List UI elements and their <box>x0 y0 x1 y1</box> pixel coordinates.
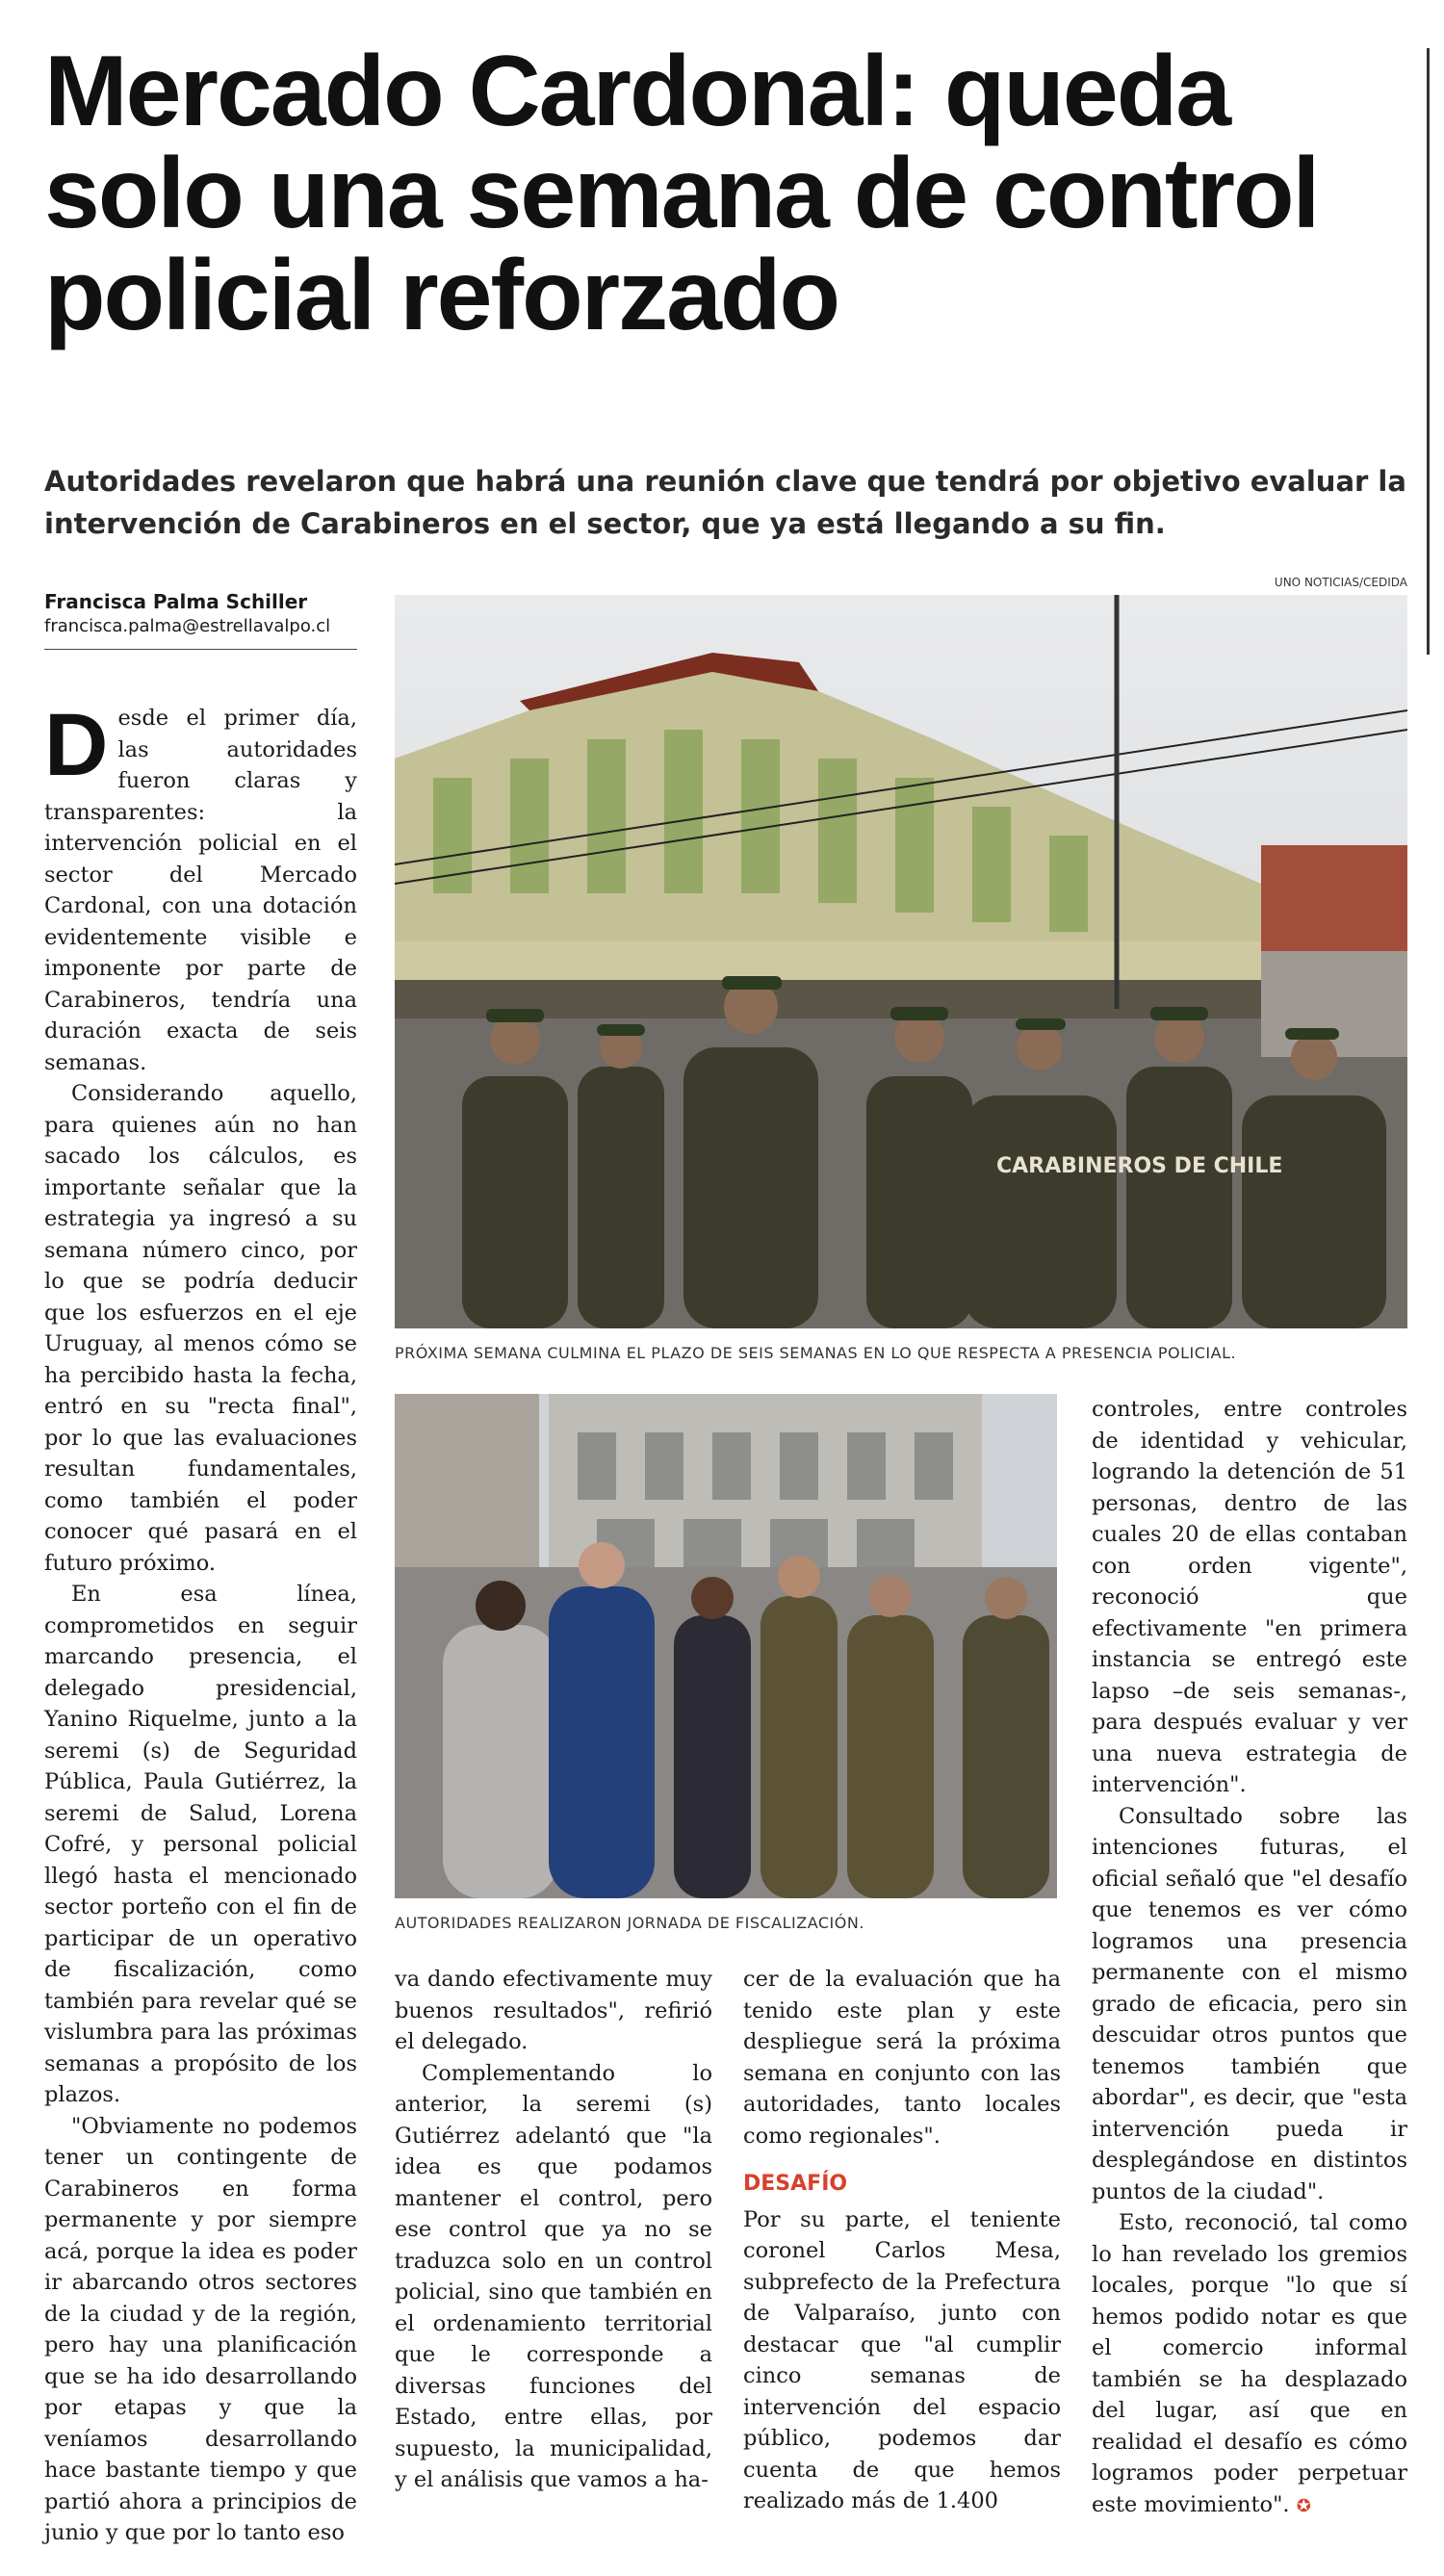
headline: Mercado Cardonal: queda solo una semana de control policial reforzado <box>44 36 1319 351</box>
vest-text: CARABINEROS DE CHILE <box>996 1154 1283 1178</box>
author-name: Francisca Palma Schiller <box>44 590 308 613</box>
article-paragraph: Consultado sobre las intenciones futuras, el oficial señaló que "el desafío que tenemos es ver cómo logramos una presencia permanente con el mismo grado de eficacia, pero sin descuidar otros puntos que tenemos también que abordar", es decir, que "esta intervención pueda ir desplegándose en distintos puntos de la ciudad". <box>1092 1803 1407 2204</box>
article-column-1 <box>44 696 357 2549</box>
article-column-2 <box>395 1964 712 2496</box>
photo1-caption: PRÓXIMA SEMANA CULMINA EL PLAZO DE SEIS SEMANAS EN LO QUE RESPECTA A PRESENCIA POLICIAL. <box>395 1344 1237 1362</box>
end-mark-icon: ✪ <box>1296 2495 1311 2516</box>
article-paragraph: controles, entre controles de identidad y vehicular, logrando la detención de 51 personas, dentro de las cuales 20 de ellas contaban con orden vigente", reconoció que efectivamente "en primera instancia se entregó este lapso –de seis semanas-, para después evaluar y ver una nueva estrategia de intervención". <box>1092 1397 1407 1797</box>
author-email: francisca.palma@estrellavalpo.cl <box>44 616 331 636</box>
article-paragraph: Considerando aquello, para quienes aún no han sacado los cálculos, es importante señalar que la estrategia ya ingresó a su semana número cinco, por lo que se podría deducir que los esfuerzos en el eje Uruguay, al menos cómo se ha percibido hasta la fecha, entró en su "recta final", por lo que las evaluaciones resultan fundamentales, como también el poder conocer qué pasará en el futuro próximo. <box>44 1081 357 1576</box>
dropcap: D <box>44 696 109 794</box>
photo-police-market <box>395 595 1407 1328</box>
photo-credit: UNO NOTICIAS/CEDIDA <box>1274 576 1407 589</box>
deck-subtitle: Autoridades revelaron que habrá una reunión clave que tendrá por objetivo evaluar la intervención de Carabineros en el sector, que ya está llegando a su fin. <box>44 465 1406 540</box>
article-paragraph: "Obviamente no podemos tener un contingente de Carabineros en forma permanente y por siempre acá, porque la idea es poder ir abarcando otros sectores de la ciudad y de la región, pero hay una planificación que se ha ido desarrollando por etapas y que la veníamos desarrollando hace bastante tiempo y que partió ahora a principios de junio y que por lo tanto eso <box>44 2113 357 2545</box>
photo2-caption: AUTORIDADES REALIZARON JORNADA DE FISCALIZACIÓN. <box>395 1914 864 1932</box>
byline <box>44 589 357 650</box>
article-paragraph: cer de la evaluación que ha tenido este plan y este despliegue será la próxima semana en conjunto con las autoridades, tanto locales como regionales". <box>743 1967 1061 2149</box>
article-paragraph: En esa línea, comprometidos en seguir marcando presencia, el delegado presidencial, Yanino Riquelme, junto a la seremi (s) de Seguridad Pública, Paula Gutiérrez, la seremi de Salud, Lorena Cofré, y personal policial llegó hasta el mencionado sector porteño con el fin de participar de un operativo de fiscalización, como también para revelar qué se vislumbra para las próximas semanas a propósito de los plazos. <box>44 1582 357 2107</box>
column-rule <box>1427 48 1430 655</box>
section-subhead: DESAFÍO <box>743 2172 848 2196</box>
photo-authorities-inspection <box>395 1394 1057 1898</box>
article-paragraph: Desde el primer día, las autoridades fueron claras y transparentes: la intervención policial en el sector del Mercado Cardonal, con una dotación evidentemente visible e imponente por parte de Carabineros, tendría una duración exacta de seis semanas. <box>44 696 357 1075</box>
article-column-3 <box>743 1964 1061 2517</box>
article-paragraph: Esto, reconoció, tal como lo han revelado los gremios locales, porque "lo que sí hemos podido notar es que el comercio informal también se ha desplazado del lugar, así que en realidad el desafío es cómo logramos poder perpetuar este movimiento". ✪ <box>1092 2210 1407 2517</box>
article-paragraph: va dando efectivamente muy buenos resultados", refirió el delegado. <box>395 1967 712 2054</box>
article-paragraph: Por su parte, el teniente coronel Carlos Mesa, subprefecto de la Prefectura de Valparaíso, junto con destacar que "al cumplir cinco semanas de intervención del espacio público, podemos dar cuenta de que hemos realizado más de 1.400 <box>743 2206 1061 2513</box>
article-column-4 <box>1092 1394 1407 2522</box>
article-paragraph: Complementando lo anterior, la seremi (s) Gutiérrez adelantó que "la idea es que podamos mantener el control, pero ese control que ya no se traduzca solo en un control policial, sino que también en el ordenamiento territorial que le corresponde a diversas funciones del Estado, entre ellas, por supuesto, la municipalidad, y el análisis que vamos a ha- <box>395 2060 712 2492</box>
